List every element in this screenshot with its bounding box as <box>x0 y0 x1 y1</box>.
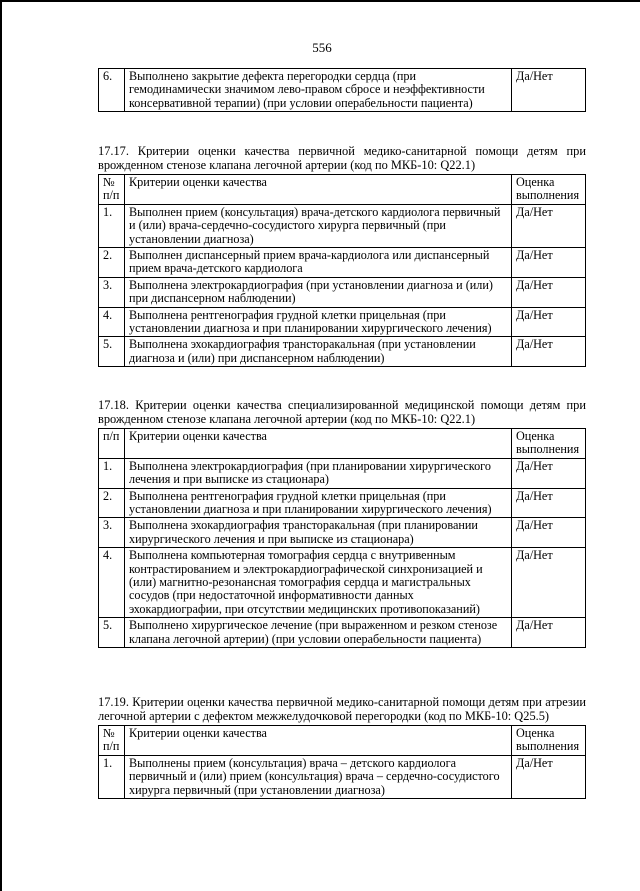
evaluation-value: Да/Нет <box>512 307 586 337</box>
criteria-table <box>98 174 586 367</box>
row-number: 4. <box>99 548 125 618</box>
row-number: 1. <box>99 204 125 247</box>
section-heading: 17.18. Критерии оценки качества специализированной медицинской помощи детям при врожденном стенозе клапана легочной артерии (код по МКБ-10: Q22.1) <box>98 398 586 426</box>
row-number: 4. <box>99 307 125 337</box>
criterion-text: Выполнены прием (консультация) врача – детского кардиолога первичный и (или) прием (консультация) врача – сердечно-сосудистого хирурга первичный (при установлении диагноза) <box>125 755 512 798</box>
table-row <box>99 307 586 337</box>
row-number: 2. <box>99 488 125 518</box>
section-17-17 <box>98 144 586 367</box>
table-row <box>99 337 586 367</box>
row-number: 3. <box>99 518 125 548</box>
table-row <box>99 618 586 648</box>
column-header-number: п/п <box>99 429 125 459</box>
row-number: 1. <box>99 458 125 488</box>
criterion-text: Выполнена эхокардиография трансторакальная (при установлении диагноза и (или) при диспансерном наблюдении) <box>125 337 512 367</box>
criteria-table <box>98 725 586 799</box>
section-heading: 17.19. Критерии оценки качества первичной медико-санитарной помощи детям при атрезии легочной артерии с дефектом межжелудочковой перегородки (код по МКБ-10: Q25.5) <box>98 695 586 723</box>
column-header-number: № п/п <box>99 726 125 756</box>
table-row <box>99 518 586 548</box>
section-17-19 <box>98 695 586 799</box>
table-row <box>99 755 586 798</box>
section-17-18 <box>98 398 586 648</box>
row-number: 5. <box>99 337 125 367</box>
column-header-criteria: Критерии оценки качества <box>125 429 512 459</box>
evaluation-value: Да/Нет <box>512 458 586 488</box>
column-header-criteria: Критерии оценки качества <box>125 175 512 205</box>
evaluation-value: Да/Нет <box>512 548 586 618</box>
criterion-text: Выполнена компьютерная томография сердца с внутривенным контрастированием и электрокардиографической синхронизацией и (или) магнитно-резонансная томография сердца и магистральных сосудов (при недостаточной информативности данных эхокардиографии, при отсутствии медицинских противопоказаний) <box>125 548 512 618</box>
column-header-evaluation: Оценка выполнения <box>512 429 586 459</box>
column-header-criteria: Критерии оценки качества <box>125 726 512 756</box>
criterion-text: Выполнен диспансерный прием врача-кардиолога или диспансерный прием врача-детского кардиолога <box>125 248 512 278</box>
evaluation-value: Да/Нет <box>512 618 586 648</box>
column-header-evaluation: Оценка выполнения <box>512 726 586 756</box>
evaluation-value: Да/Нет <box>512 337 586 367</box>
table-row <box>99 248 586 278</box>
table-row <box>99 548 586 618</box>
criterion-text: Выполнено хирургическое лечение (при выраженном и резком стенозе клапана легочной артерии) (при условии операбельности пациента) <box>125 618 512 648</box>
table-row <box>99 488 586 518</box>
table-header-row <box>99 726 586 756</box>
evaluation-value: Да/Нет <box>512 518 586 548</box>
evaluation-value: Да/Нет <box>512 248 586 278</box>
table-header-row <box>99 175 586 205</box>
table-row <box>99 69 586 112</box>
table-row <box>99 458 586 488</box>
section-heading: 17.17. Критерии оценки качества первичной медико-санитарной помощи детям при врожденном стенозе клапана легочной артерии (код по МКБ-10: Q22.1) <box>98 144 586 172</box>
evaluation-value: Да/Нет <box>512 755 586 798</box>
criterion-text: Выполнен прием (консультация) врача-детского кардиолога первичный и (или) врача-сердечно-сосудистого хирурга первичный (при установлении диагноза) <box>125 204 512 247</box>
criterion-text: Выполнена электрокардиография (при установлении диагноза и (или) при диспансерном наблюдении) <box>125 277 512 307</box>
row-number: 3. <box>99 277 125 307</box>
evaluation-value: Да/Нет <box>512 204 586 247</box>
criterion-text: Выполнена эхокардиография трансторакальная (при планировании хирургического лечения и при выписке из стационара) <box>125 518 512 548</box>
row-number: 5. <box>99 618 125 648</box>
criteria-table <box>98 428 586 648</box>
table-header-row <box>99 429 586 459</box>
continuation-table <box>98 68 586 112</box>
criterion-text: Выполнена рентгенография грудной клетки прицельная (при установлении диагноза и при планировании хирургического лечения) <box>125 307 512 337</box>
evaluation-value: Да/Нет <box>512 488 586 518</box>
row-number: 6. <box>99 69 125 112</box>
table-row <box>99 204 586 247</box>
criterion-text: Выполнена электрокардиография (при планировании хирургического лечения и при выписке из стационара) <box>125 458 512 488</box>
continuation-block <box>98 68 586 112</box>
table-row <box>99 277 586 307</box>
row-number: 2. <box>99 248 125 278</box>
column-header-number: № п/п <box>99 175 125 205</box>
criterion-text: Выполнена рентгенография грудной клетки прицельная (при установлении диагноза и при планировании хирургического лечения) <box>125 488 512 518</box>
evaluation-value: Да/Нет <box>512 277 586 307</box>
column-header-evaluation: Оценка выполнения <box>512 175 586 205</box>
evaluation-value: Да/Нет <box>512 69 586 112</box>
criterion-text: Выполнено закрытие дефекта перегородки сердца (при гемодинамически значимом лево-правом сбросе и неэффективности консервативной терапии) (при условии операбельности пациента) <box>125 69 512 112</box>
page-number: 556 <box>312 40 332 55</box>
row-number: 1. <box>99 755 125 798</box>
